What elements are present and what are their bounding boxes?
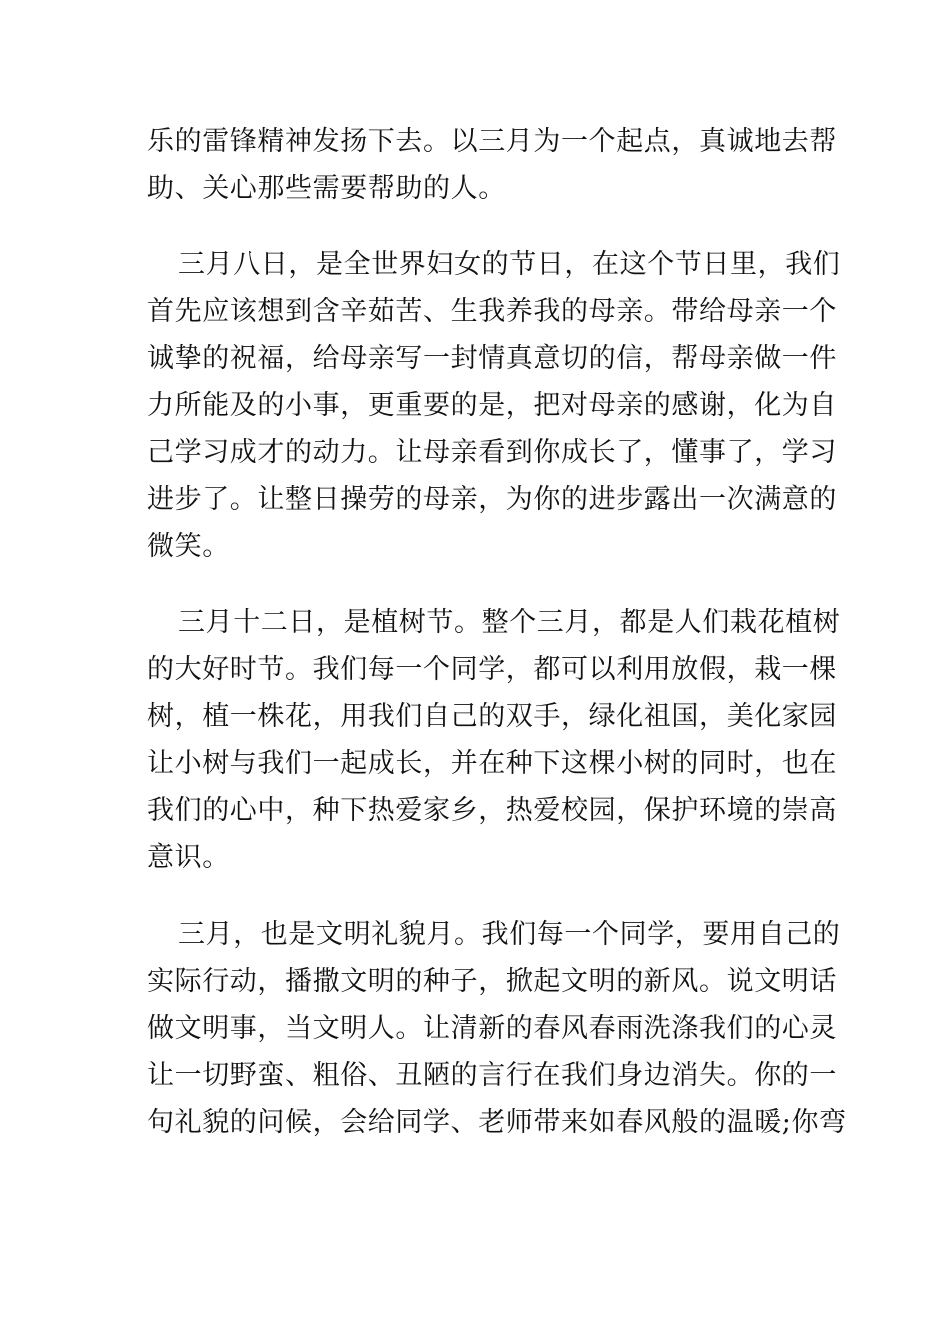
paragraph-2-line-5: 己学习成才的动力。让母亲看到你成长了，懂事了，学习 (147, 437, 837, 468)
paragraph-3-line-5: 我们的心中，种下热爱家乡，热爱校园，保护环境的崇高 (147, 795, 837, 826)
paragraph-3-line-4: 让小树与我们一起成长，并在种下这棵小树的同时，也在 (147, 748, 837, 779)
paragraph-2-line-6: 进步了。让整日操劳的母亲，为你的进步露出一次满意的 (147, 484, 837, 515)
paragraph-1-line-2: 助、关心那些需要帮助的人。 (147, 173, 506, 204)
paragraph-4-line-1: 三月，也是文明礼貌月。我们每一个同学，要用自己的 (178, 919, 841, 950)
paragraph-3-line-3: 树，植一株花，用我们自己的双手，绿化祖国，美化家园 (147, 701, 837, 732)
paragraph-2-line-1: 三月八日，是全世界妇女的节日，在这个节日里，我们 (178, 249, 841, 280)
paragraph-2-line-4: 力所能及的小事，更重要的是，把对母亲的感谢，化为自 (147, 390, 837, 421)
paragraph-4-line-3: 做文明事，当文明人。让清新的春风春雨洗涤我们的心灵 (147, 1013, 837, 1044)
paragraph-4-line-5: 句礼貌的问候，会给同学、老师带来如春风般的温暖;你弯 (147, 1107, 847, 1138)
paragraph-2-line-7: 微笑。 (147, 531, 230, 562)
paragraph-3-line-2: 的大好时节。我们每一个同学，都可以利用放假，栽一棵 (147, 654, 837, 685)
paragraph-4-line-4: 让一切野蛮、粗俗、丑陋的言行在我们身边消失。你的一 (147, 1060, 837, 1091)
paragraph-3-line-1: 三月十二日，是植树节。整个三月，都是人们栽花植树 (178, 607, 841, 638)
paragraph-1-line-1: 乐的雷锋精神发扬下去。以三月为一个起点，真诚地去帮 (147, 126, 837, 157)
paragraph-4-line-2: 实际行动，播撒文明的种子，掀起文明的新风。说文明话 (147, 966, 837, 997)
paragraph-2-line-2: 首先应该想到含辛茹苦、生我养我的母亲。带给母亲一个 (147, 296, 837, 327)
paragraph-3-line-6: 意识。 (147, 842, 230, 873)
paragraph-2-line-3: 诚挚的祝福，给母亲写一封情真意切的信，帮母亲做一件 (147, 343, 837, 374)
